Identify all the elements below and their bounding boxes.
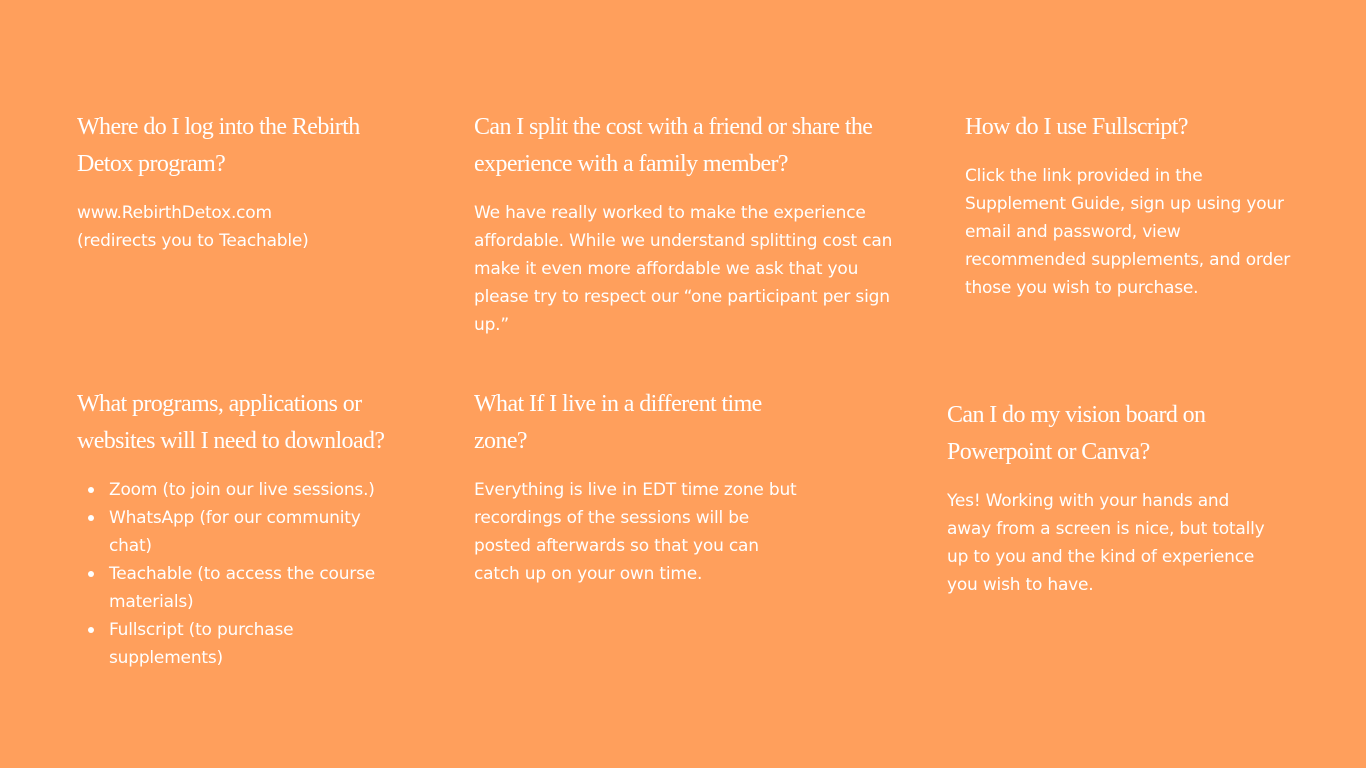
- faq-question: What programs, applications or websites will I need to download?: [77, 391, 385, 454]
- bullet-icon: [88, 487, 94, 493]
- list-item: [109, 616, 407, 672]
- bullet-icon: [88, 571, 94, 577]
- faq-split-cost: [474, 109, 904, 339]
- faq-question: What If I live in a different time zone?: [474, 391, 762, 454]
- faq-question: Can I split the cost with a friend or share the experience with a family member?: [474, 114, 873, 177]
- list-item-text: Fullscript (to purchase supplements): [109, 620, 294, 668]
- redirect-note: (redirects you to Teachable): [77, 231, 309, 251]
- website-url: www.RebirthDetox.com: [77, 203, 272, 223]
- bullet-icon: [88, 515, 94, 521]
- faq-question: Where do I log into the Rebirth Detox program?: [77, 114, 360, 177]
- faq-timezone: [474, 386, 804, 588]
- list-item: [109, 560, 407, 616]
- faq-answer: Everything is live in EDT time zone but recordings of the sessions will be posted afterwards so that you can catch up on your own time.: [474, 480, 797, 584]
- faq-question: Can I do my vision board on Powerpoint or Canva?: [947, 402, 1206, 465]
- faq-fullscript: [965, 109, 1295, 302]
- faq-answer: Click the link provided in the Supplement Guide, sign up using your email and password, view recommended supplements, and order those you wish to purchase.: [965, 166, 1291, 298]
- list-item-text: Zoom (to join our live sessions.): [109, 480, 375, 500]
- faq-question: How do I use Fullscript?: [965, 114, 1188, 140]
- list-item-text: Teachable (to access the course materials): [109, 564, 376, 612]
- list-item: [109, 476, 407, 504]
- faq-answer: Yes! Working with your hands and away from a screen is nice, but totally up to you and the kind of experience you wish to have.: [947, 491, 1265, 595]
- faq-programs: [77, 386, 407, 672]
- faq-login: [77, 109, 407, 255]
- list-item: [109, 504, 407, 560]
- bullet-icon: [88, 627, 94, 633]
- programs-list: [77, 476, 407, 672]
- faq-answer: We have really worked to make the experience affordable. While we understand splitting cost can make it even more affordable we ask that you please try to respect our “one participant per sign up.”: [474, 203, 893, 335]
- faq-vision-board: [947, 397, 1277, 599]
- faq-answer: [77, 199, 407, 255]
- list-item-text: WhatsApp (for our community chat): [109, 508, 361, 556]
